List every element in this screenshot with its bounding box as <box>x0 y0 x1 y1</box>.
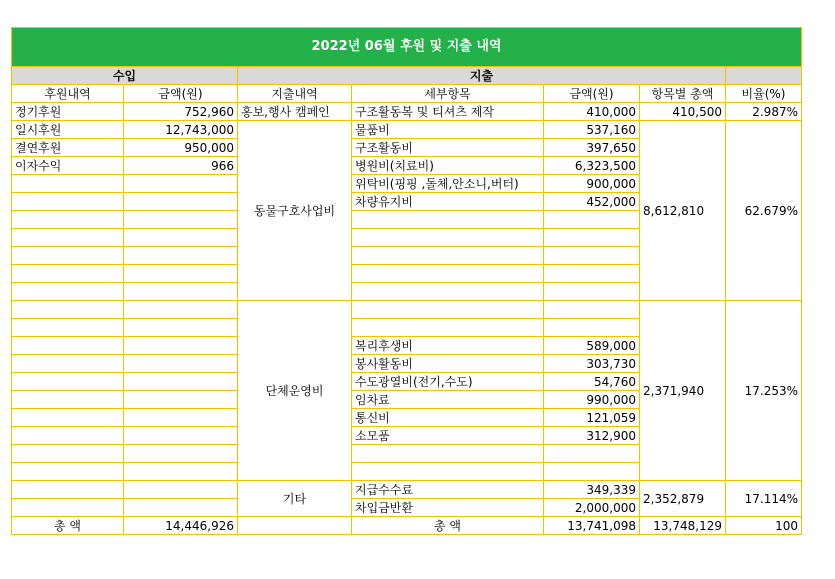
col-header-category-total: 항목별 총액 <box>640 85 726 103</box>
expense-item: 소모품 <box>352 427 544 445</box>
empty-cell <box>124 211 238 229</box>
expense-item: 위탁비(핑핑 ,돌체,안소니,버터) <box>352 175 544 193</box>
empty-cell <box>124 283 238 301</box>
income-total-label: 총 액 <box>12 517 124 535</box>
empty-cell <box>352 229 544 247</box>
empty-cell <box>352 463 544 481</box>
expense-amount: 900,000 <box>544 175 640 193</box>
income-amount: 752,960 <box>124 103 238 121</box>
income-section-header: 수입 <box>12 67 238 85</box>
empty-cell <box>124 193 238 211</box>
empty-cell <box>124 409 238 427</box>
empty-cell <box>124 247 238 265</box>
empty-cell <box>544 283 640 301</box>
empty-cell <box>544 301 640 319</box>
empty-cell <box>352 283 544 301</box>
expense-amount: 54,760 <box>544 373 640 391</box>
empty-cell <box>124 373 238 391</box>
expense-category-etc: 기타 <box>238 481 352 517</box>
category-total: 410,500 <box>640 103 726 121</box>
empty-cell <box>124 445 238 463</box>
empty-cell <box>12 319 124 337</box>
empty-cell <box>352 319 544 337</box>
expense-amount: 121,059 <box>544 409 640 427</box>
empty-cell <box>124 481 238 499</box>
empty-cell <box>12 481 124 499</box>
expense-item: 지급수수료 <box>352 481 544 499</box>
income-name: 일시후원 <box>12 121 124 139</box>
empty-cell <box>12 247 124 265</box>
col-header-income-amount: 금액(원) <box>124 85 238 103</box>
col-header-expense-category: 지출내역 <box>238 85 352 103</box>
expense-item: 임차료 <box>352 391 544 409</box>
expense-item: 구조활동비 <box>352 139 544 157</box>
expense-amount: 537,160 <box>544 121 640 139</box>
empty-cell <box>12 175 124 193</box>
empty-cell <box>544 445 640 463</box>
income-name: 정기후원 <box>12 103 124 121</box>
col-header-expense-amount: 금액(원) <box>544 85 640 103</box>
ratio-total: 100 <box>726 517 802 535</box>
empty-cell <box>238 517 352 535</box>
col-header-ratio: 비율(%) <box>726 85 802 103</box>
empty-cell <box>12 211 124 229</box>
empty-cell <box>124 175 238 193</box>
expense-item: 구조활동복 및 티셔츠 제작 <box>352 103 544 121</box>
empty-cell <box>124 301 238 319</box>
expense-item: 차량유지비 <box>352 193 544 211</box>
empty-cell <box>124 427 238 445</box>
category-ratio: 17.253% <box>726 301 802 481</box>
empty-cell <box>12 373 124 391</box>
category-total: 8,612,810 <box>640 121 726 301</box>
donation-expense-table <box>11 27 802 535</box>
page-title: 2022년 06월 후원 및 지출 내역 <box>12 28 802 67</box>
category-total: 2,352,879 <box>640 481 726 517</box>
empty-cell <box>12 499 124 517</box>
empty-cell <box>12 355 124 373</box>
empty-cell <box>352 445 544 463</box>
expense-item: 복리후생비 <box>352 337 544 355</box>
empty-cell <box>124 391 238 409</box>
category-ratio: 62.679% <box>726 121 802 301</box>
empty-cell <box>124 499 238 517</box>
expense-amount: 2,000,000 <box>544 499 640 517</box>
empty-cell <box>12 391 124 409</box>
empty-cell <box>352 265 544 283</box>
expense-category-promo: 홍보,행사 캠페인 <box>238 103 352 121</box>
report-sheet <box>11 27 802 535</box>
empty-cell <box>124 337 238 355</box>
expense-item: 통신비 <box>352 409 544 427</box>
income-name: 결연후원 <box>12 139 124 157</box>
expense-item: 물품비 <box>352 121 544 139</box>
empty-cell <box>124 319 238 337</box>
expense-amount: 6,323,500 <box>544 157 640 175</box>
empty-cell <box>124 463 238 481</box>
expense-amount: 410,000 <box>544 103 640 121</box>
empty-cell <box>12 193 124 211</box>
expense-amount: 312,900 <box>544 427 640 445</box>
income-amount: 966 <box>124 157 238 175</box>
expense-amount: 589,000 <box>544 337 640 355</box>
expense-category-rescue: 동물구호사업비 <box>238 121 352 301</box>
empty-cell <box>352 301 544 319</box>
empty-cell <box>352 211 544 229</box>
expense-category-sum: 13,748,129 <box>640 517 726 535</box>
empty-cell <box>12 445 124 463</box>
expense-category-ops: 단체운영비 <box>238 301 352 481</box>
empty-cell <box>12 229 124 247</box>
empty-cell <box>124 355 238 373</box>
empty-cell <box>544 211 640 229</box>
expense-amount: 990,000 <box>544 391 640 409</box>
expense-amount: 349,339 <box>544 481 640 499</box>
income-amount: 12,743,000 <box>124 121 238 139</box>
expense-total-amount: 13,741,098 <box>544 517 640 535</box>
expense-item: 병원비(치료비) <box>352 157 544 175</box>
empty-cell <box>124 229 238 247</box>
category-ratio: 2.987% <box>726 103 802 121</box>
expense-amount: 397,650 <box>544 139 640 157</box>
empty-cell <box>12 409 124 427</box>
empty-cell <box>12 301 124 319</box>
col-header-donation-type: 후원내역 <box>12 85 124 103</box>
empty-cell <box>124 265 238 283</box>
empty-cell <box>544 247 640 265</box>
empty-cell <box>12 463 124 481</box>
empty-cell <box>544 463 640 481</box>
empty-cell <box>12 427 124 445</box>
empty-cell <box>544 319 640 337</box>
expense-item: 수도광열비(전기,수도) <box>352 373 544 391</box>
empty-cell <box>352 247 544 265</box>
col-header-expense-item: 세부항목 <box>352 85 544 103</box>
empty-cell <box>12 265 124 283</box>
empty-cell <box>12 337 124 355</box>
category-ratio: 17.114% <box>726 481 802 517</box>
income-amount: 950,000 <box>124 139 238 157</box>
expense-amount: 303,730 <box>544 355 640 373</box>
empty-cell <box>12 283 124 301</box>
expense-total-label: 총 액 <box>352 517 544 535</box>
category-total: 2,371,940 <box>640 301 726 481</box>
expense-section-header: 지출 <box>238 67 726 85</box>
income-total-amount: 14,446,926 <box>124 517 238 535</box>
expense-item: 차입금반환 <box>352 499 544 517</box>
expense-amount: 452,000 <box>544 193 640 211</box>
empty-section-cell <box>726 67 802 85</box>
expense-item: 봉사활동비 <box>352 355 544 373</box>
empty-cell <box>544 265 640 283</box>
empty-cell <box>544 229 640 247</box>
income-name: 이자수익 <box>12 157 124 175</box>
